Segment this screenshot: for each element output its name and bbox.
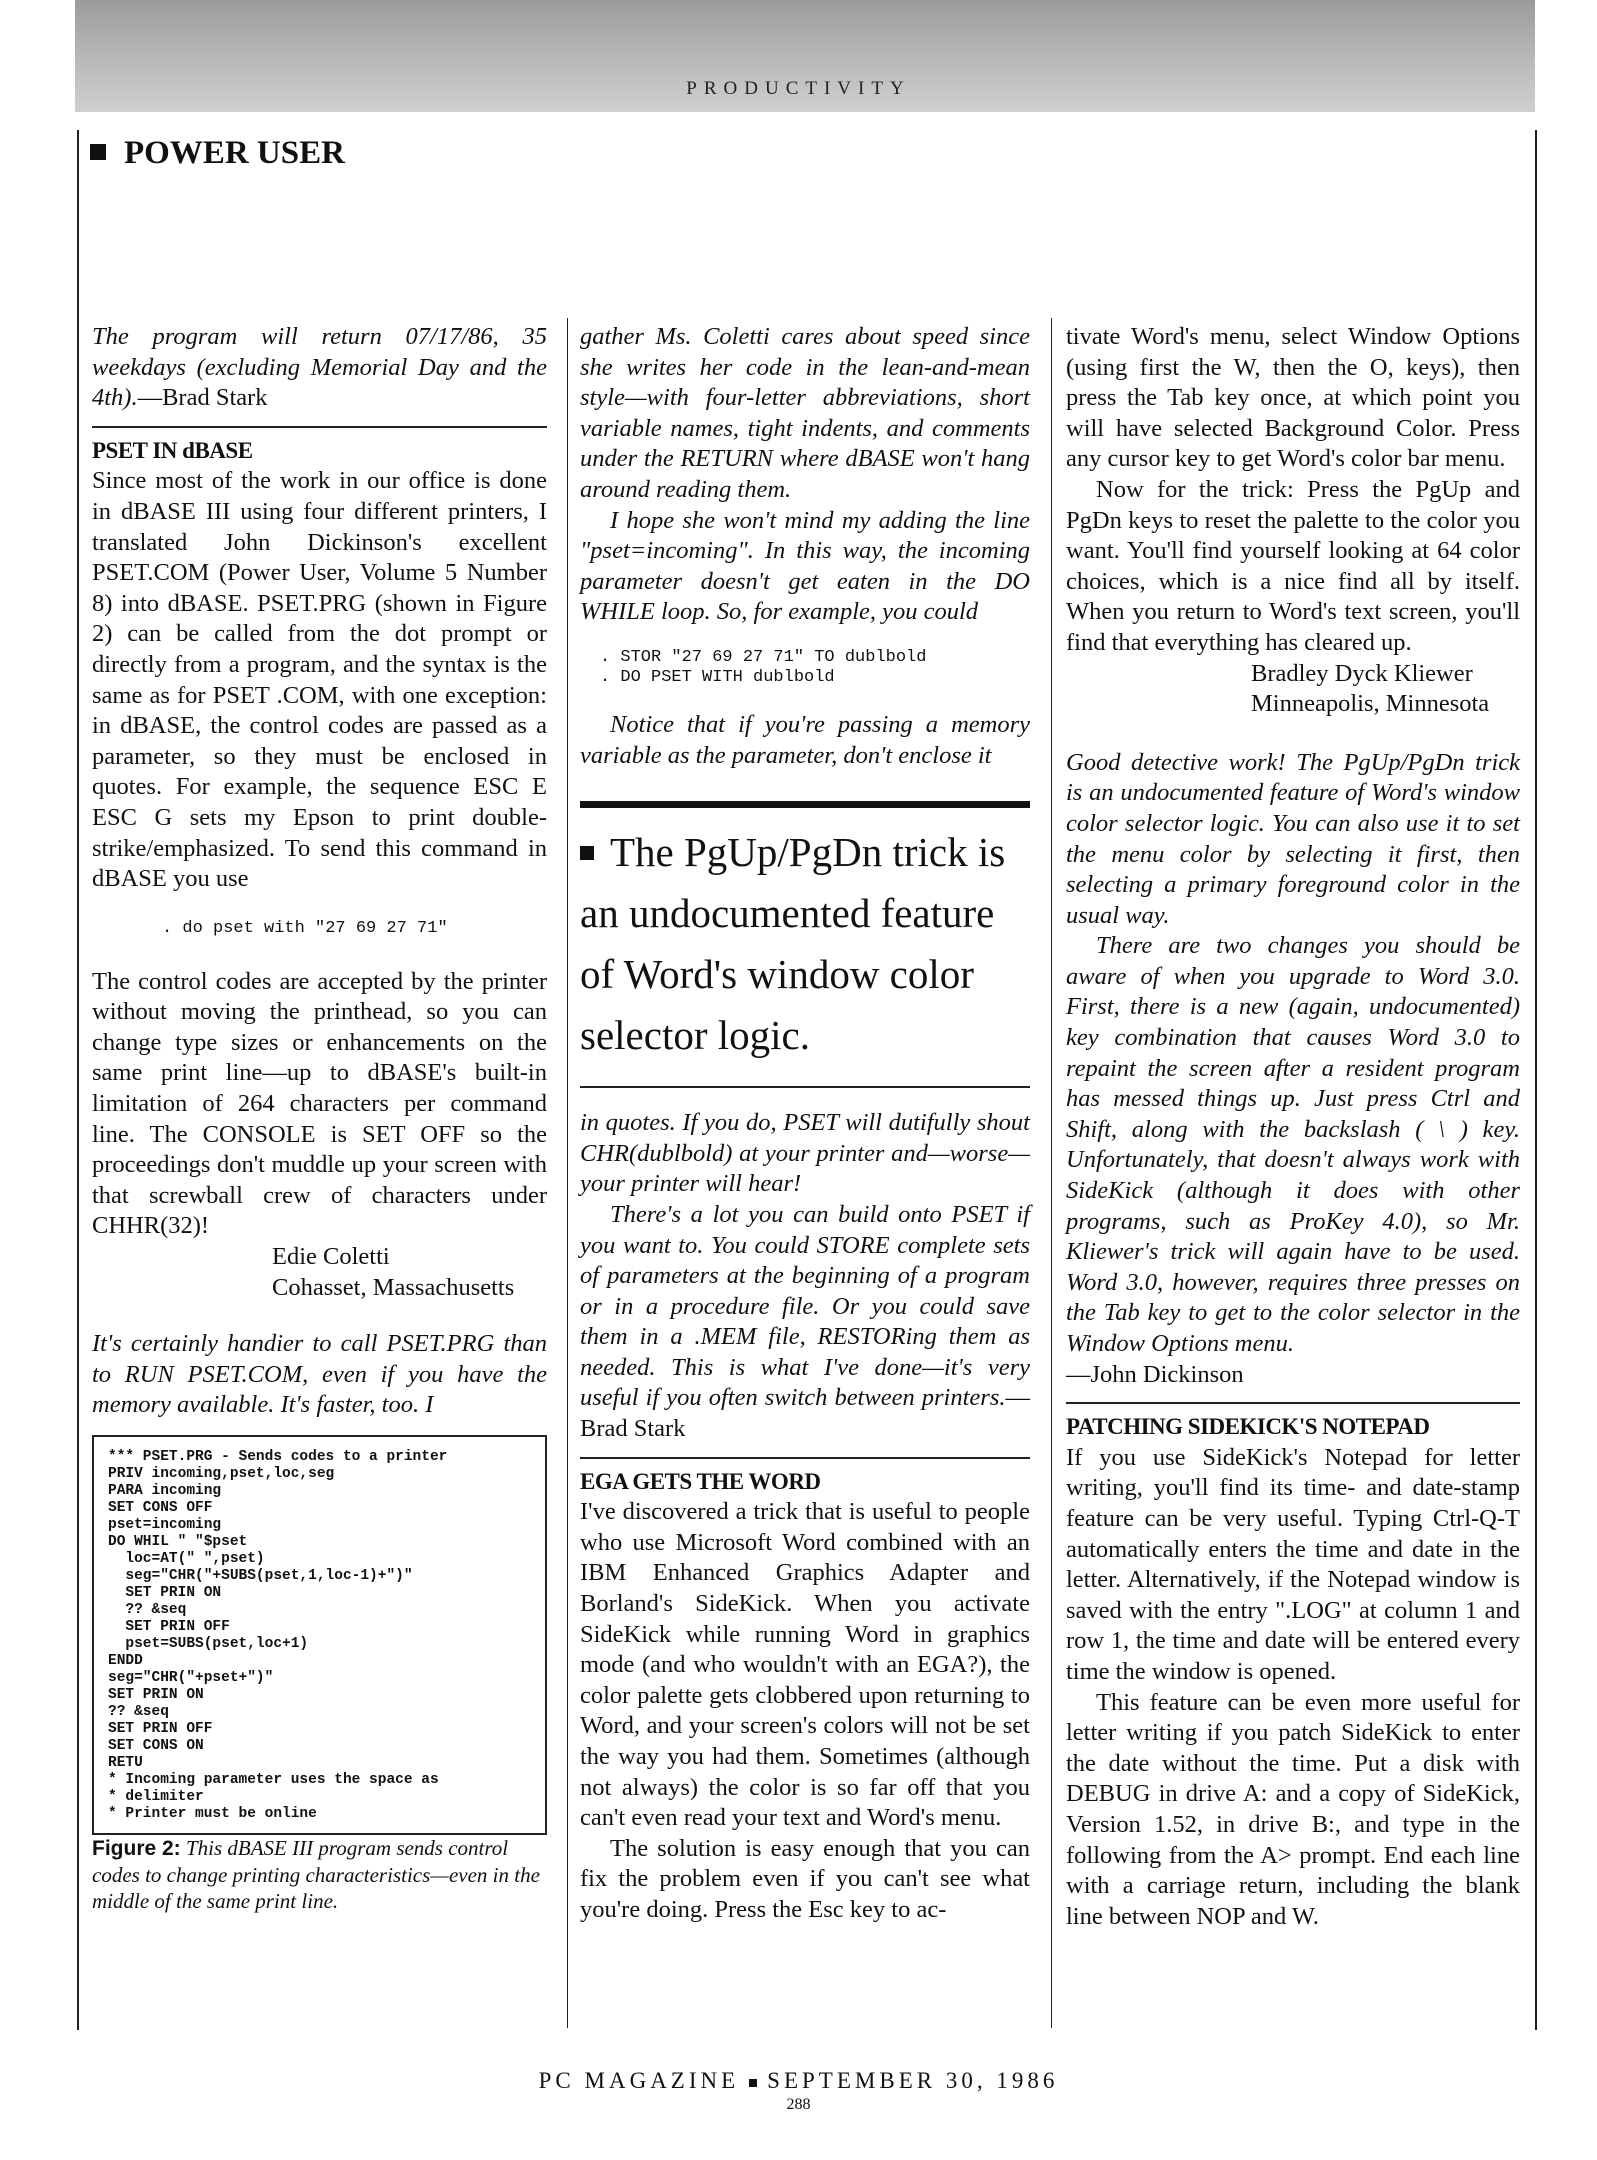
divider	[1066, 1402, 1520, 1404]
author-name: Bradley Dyck Kliewer	[1251, 659, 1473, 687]
left-rule	[77, 130, 79, 2030]
column-1	[92, 322, 547, 1914]
paragraph: I've discovered a trick that is useful to people who use Microsoft Word combined with an IBM Enhanced Graphics Adapter and Borland's SideKick. When you activate SideKick while running Word in graphics mode (and who wouldn't with an EGA?), the color palette gets clobbered upon returning to Word, and your screen's colors will not be set the way you had them. Sometimes (although not always) the color is so far off that you can't even read your text and Word's menu.	[580, 1498, 1030, 1832]
paragraph: The solution is easy enough that you can fix the problem even if you can't see what you're doing. Press the Esc key to ac-	[580, 1834, 1030, 1923]
paragraph: If you use SideKick's Notepad for letter writing, you'll find its time- and date-stamp feature can be very useful. Typing Ctrl-Q-T automatically enters the time and date in the letter. Alternatively, if the Notepad window is saved with the entry ".LOG" at column 1 and row 1, the time and date will be entered every time the window is opened.	[1066, 1443, 1520, 1685]
pull-quote	[580, 801, 1030, 1088]
code-sample: . STOR "27 69 27 71" TO dublbold . DO PSET WITH dublbold	[600, 647, 927, 687]
paragraph: Now for the trick: Press the PgUp and PgDn keys to reset the palette to the color you want. You'll find yourself looking at 64 color choices, which is a nice find all by itself. When you return to Word's text screen, you'll find that everything has cleared up.	[1066, 475, 1520, 656]
page-number: 288	[786, 2096, 811, 2113]
section-heading: EGA GETS THE WORD	[580, 1468, 821, 1494]
editor-note: I hope she won't mind my adding the line "pset=incoming". In this way, the incoming parameter doesn't get eaten in the DO WHILE loop. So, for example, you could	[580, 506, 1030, 626]
author-name: Edie Coletti	[272, 1243, 390, 1271]
paragraph: The control codes are accepted by the printer without moving the printhead, so you can change type sizes or enhancements on the same print line—up to dBASE's built-in limitation of 264 characters per command line. The CONSOLE is SET OFF so the proceedings don't muddle up your screen with that screwball crew of characters under CHHR(32)!	[92, 967, 547, 1240]
figure-2-listing	[92, 1435, 547, 1835]
divider	[580, 1457, 1030, 1459]
bullet-square-icon	[90, 144, 106, 160]
editor-note: There's a lot you can build onto PSET if you want to. You could STORE complete sets of parameters at the beginning of a program or in a procedure file. Or you could save them in a .MEM file, RESTORing them as needed. This is what I've done—it's very useful if you often switch between printers.—Brad Stark	[580, 1200, 1030, 1443]
author-signoff: —John Dickinson	[1066, 1360, 1244, 1388]
pull-quote-text: The PgUp/PgDn trick is an undocumented feature of Word's window color selector logic.	[580, 829, 1006, 1059]
figure-caption: Figure 2: This dBASE III program sends control codes to change printing characteristics—even in the middle of the same print line.	[92, 1836, 540, 1913]
section-heading: PATCHING SIDEKICK'S NOTEPAD	[1066, 1414, 1430, 1440]
section-label: PRODUCTIVITY	[686, 78, 911, 99]
editor-note: It's certainly handier to call PSET.PRG than to RUN PSET.COM, even if you have the memory available. It's faster, too. I	[92, 1330, 547, 1419]
page-title	[90, 135, 345, 172]
divider	[92, 426, 547, 428]
code-sample: . do pset with "27 69 27 71"	[162, 918, 448, 938]
editor-note: The program will return 07/17/86, 35 weekdays (excluding Memorial Day and the 4th).—Brad Stark	[92, 323, 547, 412]
paragraph: This feature can be even more useful for letter writing if you patch SideKick to enter the date without the time. Put a disk with DEBUG in drive A: and a copy of SideKick, Version 1.52, in drive B:, and type in the following from the A> prompt. End each line with a carriage return, including the blank line between NOP and W.	[1066, 1688, 1520, 1930]
paragraph: Since most of the work in our office is done in dBASE III using four different printers, I translated John Dickinson's excellent PSET.COM (Power User, Volume 5 Number 8) into dBASE. PSET.PRG (shown in Figure 2) can be called from the dot prompt or directly from a program, and the syntax is the same as for PSET .COM, with one exception: in dBASE, the control codes are passed as a parameter, so they must be enclosed in quotes. For example, the sequence ESC E ESC G sets my Epson to print double-strike/emphasized. To send this command in dBASE you use	[92, 467, 547, 893]
editor-note: There are two changes you should be aware of when you upgrade to Word 3.0. First, there is a new (again, undocumented) key combination that causes Word 3.0 to repaint the screen after a resident program has messed things up. Just press Ctrl and Shift, along with the backslash ( \ ) key. Unfortunately, that doesn't always work with SideKick (although it does with other programs, such as ProKey 4.0), so Mr. Kliewer's trick will again have to be used. Word 3.0, however, requires three presses on the Tab key to get to the color selector in the Window Options menu.	[1066, 932, 1520, 1357]
issue-date: SEPTEMBER 30, 1986	[767, 2068, 1059, 2093]
author-location: Cohasset, Massachusetts	[272, 1273, 515, 1301]
editor-note: in quotes. If you do, PSET will dutifully shout CHR(dublbold) at your printer and—worse—your printer will hear!	[580, 1109, 1030, 1198]
magazine-name: PC MAGAZINE	[538, 2068, 740, 2093]
editor-note: Good detective work! The PgUp/PgDn trick is an undocumented feature of Word's window color selector logic. You can also use it to set the menu color by selecting it first, then selecting a primary foreground color in the usual way.	[1066, 748, 1520, 929]
column-rule-1	[567, 318, 568, 2028]
figure-code: *** PSET.PRG - Sends codes to a printer PRIV incoming,pset,loc,seg PARA incoming SET CONS OFF pset=incoming DO WHIL " "$pset loc=AT(" ",pset) seg="CHR("+SUBS(pset,1,loc-1)+")" SET PRIN ON ?? &seq SET PRIN OFF pset=SUBS(pset,loc+1) ENDD seg="CHR("+pset+")" SET PRIN ON ?? &seq SET PRIN OFF SET CONS ON RETU * Incoming parameter uses the space as * delimiter * Printer must be online	[108, 1449, 448, 1822]
editor-note: gather Ms. Coletti cares about speed since she writes her code in the lean-and-mean style—with four-letter abbreviations, short variable names, tight indents, and comments under the RETURN where dBASE won't hang around reading them.	[580, 323, 1030, 503]
author-location: Minneapolis, Minnesota	[1251, 690, 1490, 718]
right-rule	[1535, 130, 1537, 2030]
page-footer	[0, 2068, 1597, 2114]
column-2	[580, 322, 1030, 1926]
page-title-text: POWER USER	[124, 135, 345, 171]
column-rule-2	[1051, 318, 1052, 2028]
figure-label: Figure 2:	[92, 1837, 181, 1860]
editor-note: Notice that if you're passing a memory variable as the parameter, don't enclose it	[580, 710, 1030, 769]
section-heading: PSET IN dBASE	[92, 437, 253, 463]
paragraph: tivate Word's menu, select Window Options (using first the W, then the O, keys), then press the Tab key once, at which point you will have selected Background Color. Press any cursor key to get Word's color bar menu.	[1066, 323, 1520, 473]
bullet-square-icon	[580, 846, 594, 860]
column-3	[1066, 322, 1520, 1932]
bullet-square-icon	[749, 2079, 757, 2087]
